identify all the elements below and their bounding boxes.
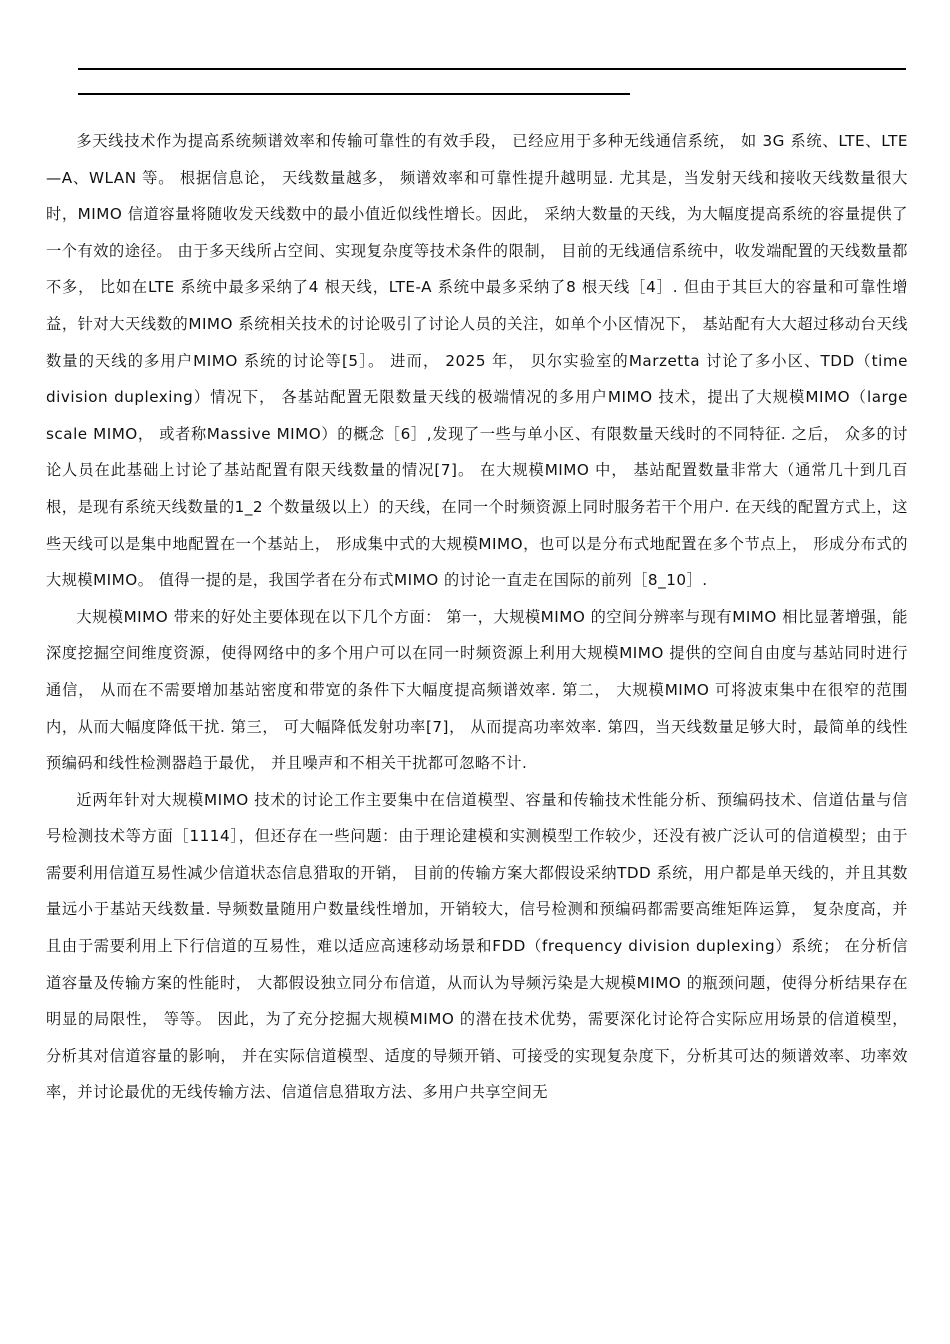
paragraph-3: 近两年针对大规模MIMO 技术的讨论工作主要集中在信道模型、容量和传输技术性能分析、预编码技术、信道估量与信号检测技术等方面［1114］，但还存在一些问题：由于理论建模和实测模型工作较少，还没有被广泛认可的信道模型；由于需要利用信道互易性减少信道状态信息猎取的开销， 目前的传输方案大都假设采纳TDD 系统，用户都是单天线的，并且其数量远小于基站天线数量. 导频数量随用户数量线性增加，开销较大，信号检测和预编码都需要高维矩阵运算， 复杂度高，并且由于需要利用上下行信道的互易性，难以适应高速移动场景和FDD（frequency division duplexing）系统； 在分析信道容量及传输方案的性能时， 大都假设独立同分布信道，从而认为导频污染是大规模MIMO 的瓶颈问题，使得分析结果存在明显的局限性， 等等。 因此，为了充分挖掘大规模MIMO 的潜在技术优势，需要深化讨论符合实际应用场景的信道模型， 分析其对信道容量的影响， 并在实际信道模型、适度的导频开销、可接受的实现复杂度下，分析其可达的频谱效率、功率效率，并讨论最优的无线传输方法、信道信息猎取方法、多用户共享空间无 xyxy=(46,790,908,1102)
paragraph-2: 大规模MIMO 带来的好处主要体现在以下几个方面： 第一，大规模MIMO 的空间分辨率与现有MIMO 相比显著增强，能深度挖掘空间维度资源，使得网络中的多个用户可以在同一时频资源上利用大规模MIMO 提供的空间自由度与基站同时进行通信， 从而在不需要增加基站密度和带宽的条件下大幅度提高频谱效率. 第二， 大规模MIMO 可将波束集中在很窄的范围内，从而大幅度降低干扰. 第三， 可大幅降低发射功率[7]， 从而提高功率效率. 第四，当天线数量足够大时，最简单的线性预编码和线性检测器趋于最优， 并且噪声和不相关干扰都可忽略不计. xyxy=(46,607,908,773)
header-rule-top xyxy=(78,68,906,70)
header-rule-bottom xyxy=(78,93,630,95)
paragraph-1: 多天线技术作为提高系统频谱效率和传输可靠性的有效手段， 已经应用于多种无线通信系统， 如 3G 系统、LTE、LTE—A、WLAN 等。 根据信息论， 天线数量越多， 频谱效率和可靠性提升越明显. 尤其是，当发射天线和接收天线数量很大时，MIMO 信道容量将随收发天线数中的最小值近似线性增长。因此， 采纳大数量的天线，为大幅度提高系统的容量提供了一个有效的途径。 由于多天线所占空间、实现复杂度等技术条件的限制， 目前的无线通信系统中，收发端配置的天线数量都不多， 比如在LTE 系统中最多采纳了4 根天线，LTE-A 系统中最多采纳了8 根天线［4］. 但由于其巨大的容量和可靠性增益，针对大天线数的MIMO 系统相关技术的讨论吸引了讨论人员的关注，如单个小区情况下， 基站配有大大超过移动台天线数量的天线的多用户MIMO 系统的讨论等[5］。 进而， 2025 年， 贝尔实验室的Marzetta 讨论了多小区、TDD（time division duplexing）情况下， 各基站配置无限数量天线的极端情况的多用户MIMO 技术，提出了大规模MIMO（large scale MIMO， 或者称Massive MIMO）的概念［6］,发现了一些与单小区、有限数量天线时的不同特征. 之后， 众多的讨论人员在此基础上讨论了基站配置有限天线数量的情况[7]。 在大规模MIMO 中， 基站配置数量非常大（通常几十到几百根，是现有系统天线数量的1_2 个数量级以上）的天线，在同一个时频资源上同时服务若干个用户. 在天线的配置方式上，这些天线可以是集中地配置在一个基站上， 形成集中式的大规模MIMO，也可以是分布式地配置在多个节点上， 形成分布式的大规模MIMO。 值得一提的是，我国学者在分布式MIMO 的讨论一直走在国际的前列［8_10］. xyxy=(46,132,908,590)
document-body xyxy=(46,123,908,1111)
